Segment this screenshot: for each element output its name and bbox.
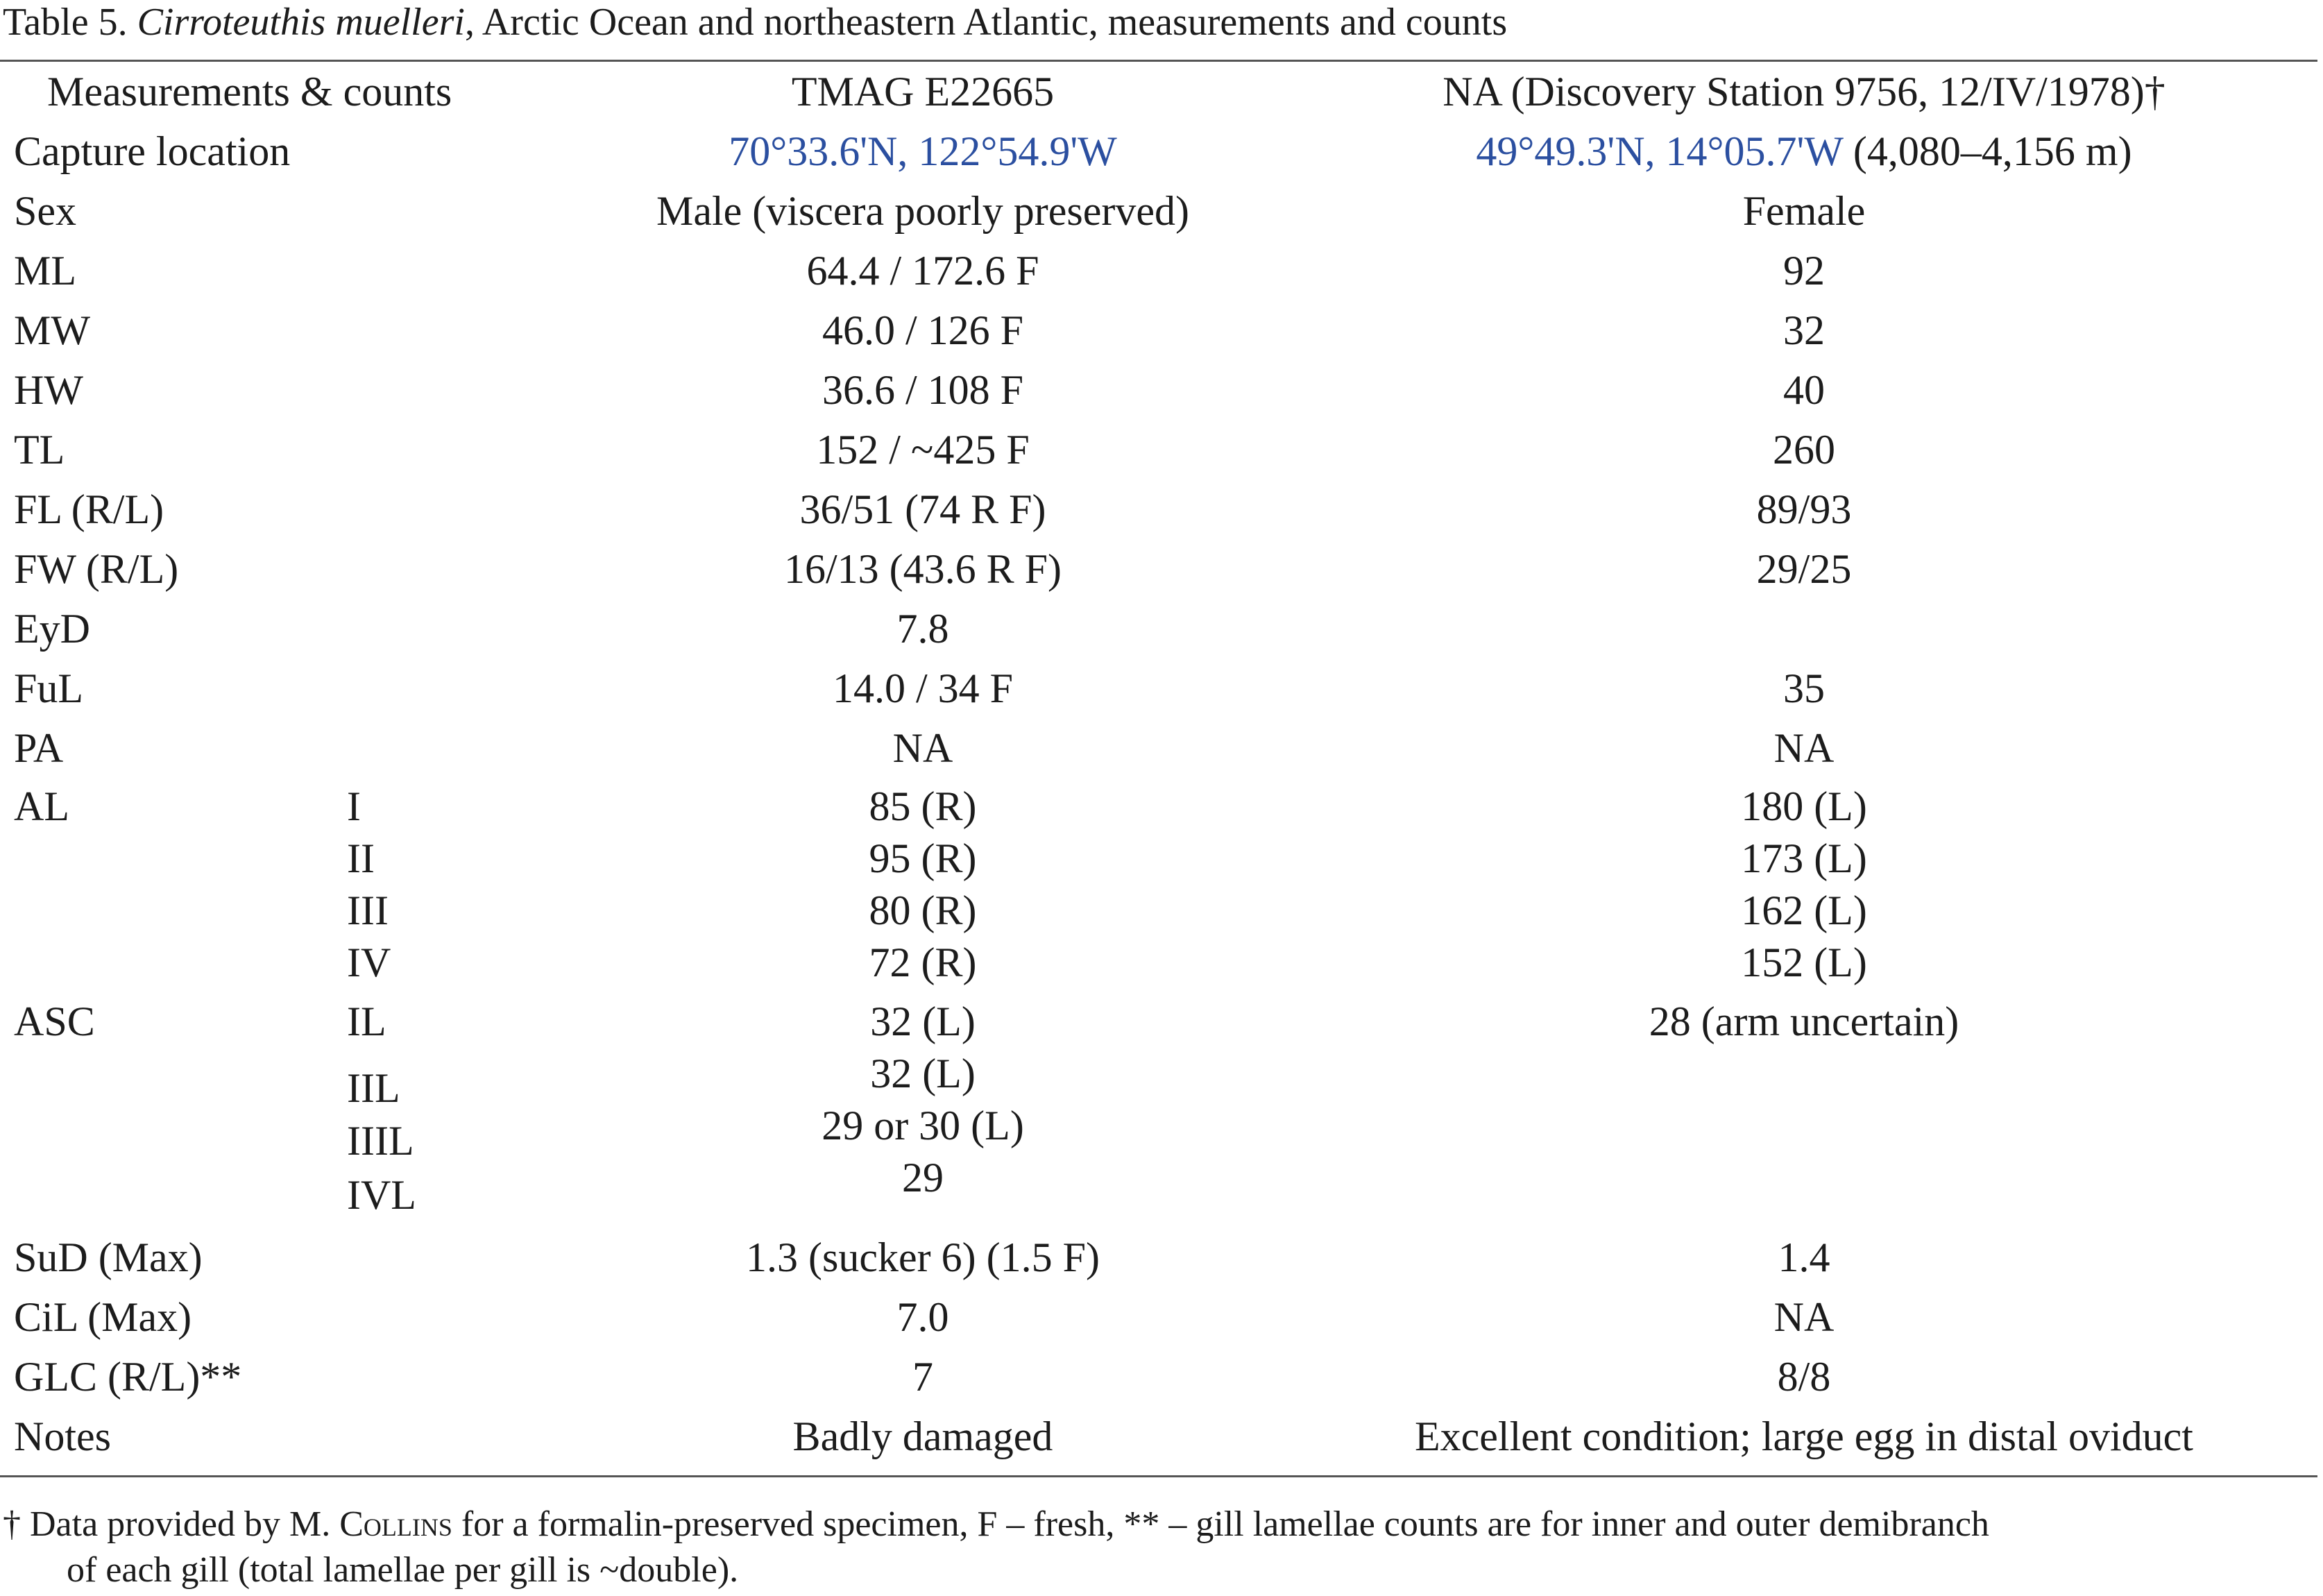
row-label: Notes: [14, 1414, 111, 1459]
row-label: Sex: [14, 188, 76, 234]
row-label: FL (R/L): [14, 486, 164, 532]
caption-suffix: , Arctic Ocean and northeastern Atlantic, measurements and counts: [464, 1, 1508, 44]
row-value-tmag: Male (viscera poorly preserved): [656, 188, 1189, 234]
row-value-tmag: 1.3 (sucker 6) (1.5 F): [746, 1234, 1100, 1280]
row-value-na: NA: [1773, 725, 1835, 771]
row-value-tmag: 32 (L): [870, 999, 976, 1044]
capture-label: Capture location: [14, 128, 291, 174]
row-label: FuL: [14, 665, 84, 711]
row-value-tmag: 64.4 / 172.6 F: [806, 248, 1039, 294]
row-label: TL: [14, 427, 65, 473]
table-row: [0, 248, 2323, 293]
row-value-na: 28 (arm uncertain): [1649, 999, 1959, 1044]
row-label: GLC (R/L)**: [14, 1354, 242, 1400]
row-value-na: 40: [1783, 367, 1825, 413]
row-value-na: 89/93: [1756, 486, 1852, 532]
table-row: [0, 189, 2323, 233]
row-value-na: 173 (L): [1741, 835, 1867, 881]
row-value-na: 32: [1783, 307, 1825, 353]
row-label: FW (R/L): [14, 546, 179, 592]
row-value-tmag: 95 (R): [869, 835, 977, 881]
table-row: [0, 888, 2323, 933]
table-row: [0, 666, 2323, 711]
row-value-tmag: 7: [912, 1354, 933, 1400]
row-label: ASC: [14, 999, 95, 1044]
table-row: [0, 308, 2323, 353]
capture-b-depth: (4,080–4,156 m): [1842, 128, 2132, 174]
capture-row: [0, 129, 2323, 173]
row-sublabel: I: [347, 783, 361, 829]
row-label: HW: [14, 367, 83, 413]
footnote-author: Collins: [339, 1504, 452, 1544]
row-sublabel: IIL: [347, 1065, 400, 1111]
row-value-tmag: 7.0: [896, 1294, 949, 1340]
row-value-tmag: 152 / ~425 F: [816, 427, 1030, 473]
table-row: [0, 784, 2323, 829]
row-value-na: Excellent condition; large egg in distal oviduct: [1415, 1414, 2193, 1459]
table-row: [0, 1355, 2323, 1399]
table-row: [0, 427, 2323, 472]
row-value-tmag: 46.0 / 126 F: [822, 307, 1024, 353]
footnote-part1: † Data provided by M.: [3, 1504, 340, 1544]
table-row: [0, 368, 2323, 412]
row-value-tmag: 36/51 (74 R F): [799, 486, 1046, 532]
row-label: EyD: [14, 606, 90, 652]
row-sublabel: IIIL: [347, 1118, 414, 1164]
row-value-na: 152 (L): [1741, 940, 1867, 985]
row-value-na: 35: [1783, 665, 1825, 711]
table-row: [0, 1235, 2323, 1280]
row-sublabel: IV: [347, 940, 391, 985]
bottom-rule: [0, 1475, 2317, 1477]
row-value-tmag: 14.0 / 34 F: [832, 665, 1014, 711]
header-col-a: TMAG E22665: [791, 69, 1055, 114]
row-value-tmag: 72 (R): [869, 940, 977, 985]
row-sublabel: IVL: [347, 1172, 416, 1218]
row-value-na: 92: [1783, 248, 1825, 294]
capture-a: [507, 129, 1339, 173]
header-label: Measurements & counts: [47, 69, 452, 114]
row-value-tmag: 29 or 30 (L): [822, 1103, 1024, 1148]
table-footnote: [3, 1502, 2320, 1593]
table-row: [0, 836, 2323, 881]
row-sublabel: IL: [347, 999, 386, 1044]
table-row: [0, 606, 2323, 651]
row-label: CiL (Max): [14, 1294, 192, 1340]
row-label: SuD (Max): [14, 1234, 203, 1280]
row-label: PA: [14, 725, 64, 771]
row-value-tmag: 7.8: [896, 606, 949, 652]
table-row: [0, 1103, 2323, 1164]
table-row: [0, 547, 2323, 591]
footnote-part2: for a formalin-preserved specimen, F – fresh, ** – gill lamellae counts are for inner and outer demibranch: [452, 1504, 1989, 1544]
capture-b: [1325, 129, 2283, 173]
header-col-b: NA (Discovery Station 9756, 12/IV/1978)†: [1443, 69, 2165, 114]
row-value-tmag: 36.6 / 108 F: [822, 367, 1024, 413]
table-row: [0, 1051, 2323, 1111]
row-value-na: 260: [1773, 427, 1835, 473]
top-rule: [0, 60, 2317, 62]
caption-species: Cirroteuthis muelleri: [137, 1, 465, 44]
capture-b-link[interactable]: 49°49.3'N, 14°05.7'W: [1476, 128, 1843, 174]
table-row: [0, 1295, 2323, 1339]
row-value-na: Female: [1742, 188, 1866, 234]
row-value-na: 162 (L): [1741, 888, 1867, 933]
row-value-na: 8/8: [1777, 1354, 1831, 1400]
row-value-tmag: 29: [902, 1155, 944, 1200]
capture-a-link[interactable]: 70°33.6'N, 122°54.9'W: [729, 128, 1117, 174]
table-caption: [3, 1, 1507, 43]
table-row: [0, 1414, 2323, 1459]
row-sublabel: III: [347, 888, 389, 933]
table-row: [0, 999, 2323, 1044]
row-value-tmag: NA: [892, 725, 953, 771]
row-label: MW: [14, 307, 90, 353]
row-value-tmag: 32 (L): [870, 1051, 976, 1096]
row-value-tmag: Badly damaged: [792, 1414, 1053, 1459]
row-value-na: 180 (L): [1741, 783, 1867, 829]
row-value-na: NA: [1773, 1294, 1835, 1340]
row-value-na: 29/25: [1756, 546, 1852, 592]
footnote-line2: of each gill (total lamellae per gill is ~double).: [67, 1550, 739, 1590]
row-label: AL: [14, 783, 69, 829]
table-row: [0, 1155, 2323, 1218]
row-value-na: 1.4: [1778, 1234, 1830, 1280]
row-label: ML: [14, 248, 76, 294]
row-sublabel: II: [347, 835, 375, 881]
row-value-tmag: 85 (R): [869, 783, 977, 829]
table-row: [0, 940, 2323, 985]
caption-prefix: Table 5.: [3, 1, 137, 44]
table-row: [0, 487, 2323, 532]
header-row: [0, 69, 2323, 114]
row-value-tmag: 16/13 (43.6 R F): [783, 546, 1062, 592]
table-row: [0, 726, 2323, 770]
row-value-tmag: 80 (R): [869, 888, 977, 933]
